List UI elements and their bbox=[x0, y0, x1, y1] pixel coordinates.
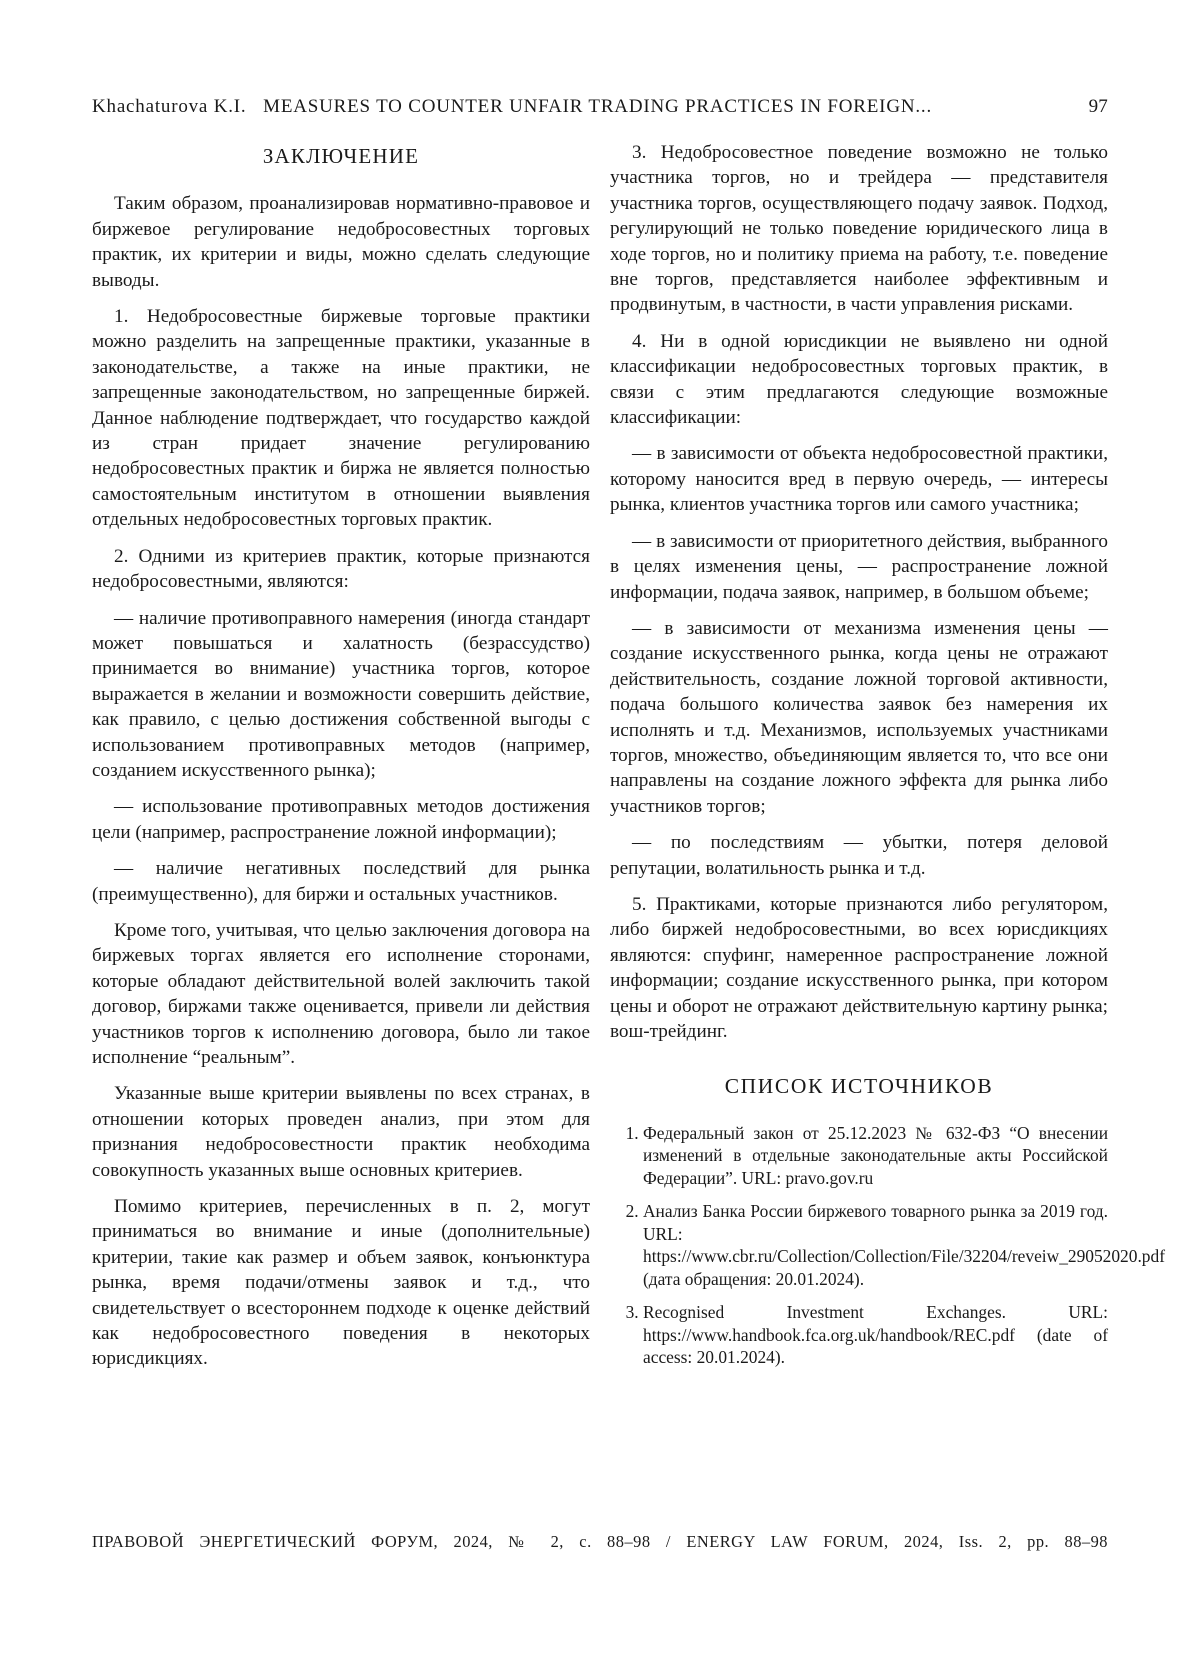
paragraph: — в зависимости от приоритетного действия, выбранного в целях изменения цены, — распространение ложной информации, подача заявок, например, в большом объеме; bbox=[610, 530, 1108, 603]
paragraph: 3. Недобросовестное поведение возможно не только участника торгов, но и трейдера — представителя участника торгов, осуществляющего подачу заявок. Подход, регулирующий не только поведение юридического лица в ходе торгов, но и политику приема на работу, т.е. поведение вне торгов, представляется наиболее эффективным и продвинутым, в частности, в части управления рисками. bbox=[610, 142, 1108, 316]
paragraph: Помимо критериев, перечисленных в п. 2, могут приниматься во внимание и иные (дополнительные) критерии, такие как размер и объем заявок, конъюнктура рынка, время подачи/отмены заявок и т.д., что свидетельствует о всестороннем подходе к оценке действий как недобросовестного поведения в некоторых юрисдикциях. bbox=[92, 1196, 590, 1370]
paragraph: — использование противоправных методов достижения цели (например, распространение ложной информации); bbox=[92, 796, 590, 843]
paragraph: Таким образом, проанализировав нормативно-правовое и биржевое регулирование недобросовестных торговых практик, их критерии и виды, можно сделать следующие выводы. bbox=[92, 193, 590, 291]
conclusion-heading: ЗАКЛЮЧЕНИЕ bbox=[262, 144, 420, 168]
references-list bbox=[610, 1122, 1165, 1369]
paragraph: — наличие противоправного намерения (иногда стандарт может повышаться и халатность (безрассудство) принимается во внимание) участника торгов, которое выражается в желании и возможности совершить действие, как правило, с целью достижения собственной выгоды с использованием противоправных методов (например, созданием искусственного рынка); bbox=[92, 607, 590, 781]
paragraph: Кроме того, учитывая, что целью заключения договора на биржевых торгах является его исполнение сторонами, которые обладают действительной волей заключить такой договор, биржами также оценивается, привели ли действия участников торгов к исполнению договора, было ли такое исполнение “реальным”. bbox=[92, 919, 590, 1068]
reference-item: 1. Федеральный закон от 25.12.2023 № 632-ФЗ “О внесении изменений в отдельные законодательные акты Российской Федерации”. URL: pravo.gov.ru bbox=[643, 1122, 1108, 1190]
references-heading: СПИСОК ИСТОЧНИКОВ bbox=[724, 1074, 994, 1099]
paragraph: 2. Одними из критериев практик, которые признаются недобросовестными, являются: bbox=[92, 545, 590, 593]
paragraph: — наличие негативных последствий для рынка (преимущественно), для биржи и остальных участников. bbox=[92, 858, 590, 905]
right-column bbox=[610, 140, 1165, 1515]
paragraph: — в зависимости от объекта недобросовестной практики, которому наносится вред в первую очередь, — интересы рынка, клиентов участника торгов или самого участника; bbox=[610, 443, 1108, 516]
reference-item: 2. Анализ Банка России биржевого товарного рынка за 2019 год. URL: https://www.cbr.ru/Collection/Collection/File/32204/reveiw_29052020.pdf (дата обращения: 20.01.2024). bbox=[643, 1200, 1108, 1290]
paragraph: Указанные выше критерии выявлены по всех странах, в отношении которых проведен анализ, при этом для признания недобросовестности практик необходима совокупность указанных выше основных критериев. bbox=[92, 1083, 590, 1181]
running-head-author-title bbox=[92, 96, 932, 118]
paragraph: 1. Недобросовестные биржевые торговые практики можно разделить на запрещенные практики, указанные в законодательстве, а также на иные практики, не запрещенные законодательством, но запрещенные биржей. Данное наблюдение подтверждает, что государство каждой из стран придает значение регулированию недобросовестных практик и биржа не является полностью самостоятельным институтом в отношении выявления отдельных недобросовестных торговых практик. bbox=[92, 306, 590, 531]
reference-item: 3. Recognised Investment Exchanges. URL: https://www.handbook.fca.org.uk/handbook/REC.pdf (date of access: 20.01.2024). bbox=[643, 1301, 1108, 1369]
paragraph: 4. Ни в одной юрисдикции не выявлено ни одной классификации недобросовестных торговых практик, в связи с этим предлагаются следующие возможные классификации: bbox=[610, 330, 1108, 429]
body-columns bbox=[92, 140, 1165, 1515]
page-number: 97 bbox=[1088, 96, 1108, 117]
left-column bbox=[92, 140, 590, 1515]
running-title: MEASURES TO COUNTER UNFAIR TRADING PRACTICES IN FOREIGN... bbox=[263, 96, 933, 117]
paragraph: — в зависимости от механизма изменения цены — создание искусственного рынка, когда цены не отражают действительность, создание ложной торговой активности, подача большого количества заявок без намерения их исполнять и т.д. Механизмов, используемых участниками торгов, множество, объединяющим является то, что все они направлены на создание ложного эффекта для рынка либо участников торгов; bbox=[610, 617, 1108, 817]
paragraph: 5. Практиками, которые признаются либо регулятором, либо биржей недобросовестными, во всех юрисдикциях являются: спуфинг, намеренное распространение ложной информации; создание искусственного рынка, при котором цены и оборот не отражают действительную картину рынка; вош-трейдинг. bbox=[610, 893, 1108, 1042]
running-head bbox=[92, 96, 1108, 118]
paragraph: — по последствиям — убытки, потеря деловой репутации, волатильность рынка и т.д. bbox=[610, 832, 1108, 879]
author-name: Khachaturova K.I. bbox=[92, 96, 247, 117]
journal-footer: ПРАВОВОЙ ЭНЕРГЕТИЧЕСКИЙ ФОРУМ, 2024, № 2, с. 88–98 / ENERGY LAW FORUM, 2024, Iss. 2, pp. 88–98 bbox=[92, 1532, 1108, 1551]
